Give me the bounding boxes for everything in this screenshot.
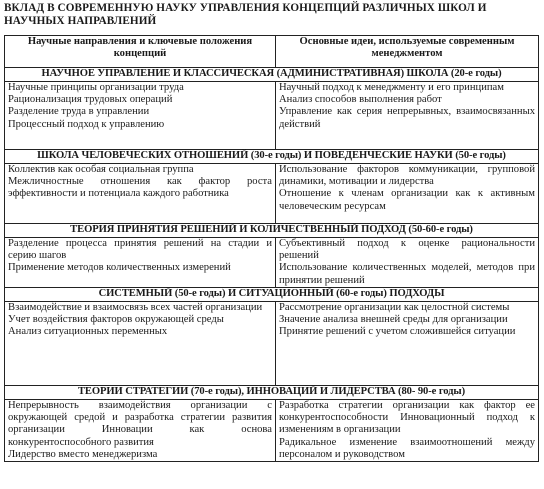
left-item: Взаимодействие и взаимосвязь всех частей организации bbox=[8, 302, 263, 313]
left-item: Учет воздействия факторов окружающей среды bbox=[8, 314, 224, 326]
table-row bbox=[5, 302, 539, 386]
left-item: Процессный подход к управлению bbox=[8, 118, 165, 130]
left-item: Межличностные отношения как фактор роста эффективности и потенциала каждого работника bbox=[8, 176, 272, 200]
right-item: Использование факторов коммуникации, групповой динамики, мотивации и лидерства bbox=[279, 164, 535, 188]
right-cell bbox=[276, 238, 539, 288]
section-title: НАУЧНОЕ УПРАВЛЕНИЕ И КЛАССИЧЕСКАЯ (АДМИНИСТРАТИВНАЯ) ШКОЛА (20-е годы) bbox=[5, 68, 539, 82]
table-row bbox=[5, 82, 539, 150]
document-title: ВКЛАД В СОВРЕМЕННУЮ НАУКУ УПРАВЛЕНИЯ КОНЦЕПЦИЙ РАЗЛИЧНЫХ ШКОЛ И НАУЧНЫХ НАПРАВЛЕНИЙ bbox=[4, 2, 487, 27]
right-item: Научный подход к менеджменту и его принципам bbox=[279, 82, 504, 93]
right-cell bbox=[276, 400, 539, 462]
section-title-row bbox=[5, 150, 539, 164]
table-row bbox=[5, 238, 539, 288]
right-item: Использование количественных моделей, методов при принятии решений bbox=[279, 262, 535, 286]
section-title: ТЕОРИИ СТРАТЕГИИ (70-е годы), ИННОВАЦИЙ И ЛИДЕРСТВА (80- 90-е годы) bbox=[5, 386, 539, 400]
right-item: Радикальное изменение взаимоотношений между персоналом и руководством bbox=[279, 436, 535, 460]
table-header-row bbox=[5, 36, 539, 68]
right-item: Принятие решений с учетом сложившейся ситуации bbox=[279, 326, 516, 338]
right-item: Рассмотрение организации как целостной системы bbox=[279, 302, 510, 313]
left-item: Разделение труда в управлении bbox=[8, 106, 150, 118]
right-item: Отношение к членам организации как к активным человеческим ресурсам bbox=[279, 188, 535, 212]
section-title-row bbox=[5, 386, 539, 400]
left-item: Научные принципы организации труда bbox=[8, 82, 184, 93]
right-cell bbox=[276, 82, 539, 150]
table-row bbox=[5, 164, 539, 224]
table-row bbox=[5, 400, 539, 462]
section-title: СИСТЕМНЫЙ (50-е годы) И СИТУАЦИОННЫЙ (60-е годы) ПОДХОДЫ bbox=[5, 288, 539, 302]
right-item: Субъективный подход к оценке рациональности решений bbox=[279, 238, 535, 262]
section-title: ШКОЛА ЧЕЛОВЕЧЕСКИХ ОТНОШЕНИЙ (30-е годы) И ПОВЕДЕНЧЕСКИЕ НАУКИ (50-е годы) bbox=[5, 150, 539, 164]
section-title-row bbox=[5, 224, 539, 238]
right-cell bbox=[276, 302, 539, 386]
header-col1: Научные направления и ключевые положения концепций bbox=[5, 36, 276, 68]
header-col2: Основные идеи, используемые современным менеджментом bbox=[276, 36, 539, 68]
left-cell bbox=[5, 238, 276, 288]
right-item: Разработка стратегии организации как фактор ее конкурентоспособности Инновационный подход к изменениям в организации bbox=[279, 400, 535, 436]
right-item: Значение анализа внешней среды для организации bbox=[279, 314, 508, 326]
right-item: Анализ способов выполнения работ bbox=[279, 94, 442, 106]
section-title: ТЕОРИЯ ПРИНЯТИЯ РЕШЕНИЙ И КОЛИЧЕСТВЕННЫЙ ПОДХОД (50-60-е годы) bbox=[5, 224, 539, 238]
section-title-row bbox=[5, 288, 539, 302]
left-item: Рационализация трудовых операций bbox=[8, 94, 173, 106]
left-item: Непрерывность взаимодействия организации с окружающей средой и разработка стратегии развития организации Инновации как основа конкурентоспособного развития bbox=[8, 400, 272, 448]
left-cell bbox=[5, 302, 276, 386]
right-cell bbox=[276, 164, 539, 224]
concepts-table bbox=[4, 35, 539, 462]
left-item: Анализ ситуационных переменных bbox=[8, 326, 168, 338]
left-item: Разделение процесса принятия решений на стадии и серию шагов bbox=[8, 238, 272, 262]
left-cell bbox=[5, 82, 276, 150]
left-item: Лидерство вместо менеджеризма bbox=[8, 448, 158, 460]
left-item: Коллектив как особая социальная группа bbox=[8, 164, 194, 175]
left-cell bbox=[5, 400, 276, 462]
section-title-row bbox=[5, 68, 539, 82]
left-cell bbox=[5, 164, 276, 224]
right-item: Управление как серия непрерывных, взаимосвязанных действий bbox=[279, 106, 535, 130]
left-item: Применение методов количественных измерений bbox=[8, 262, 231, 274]
